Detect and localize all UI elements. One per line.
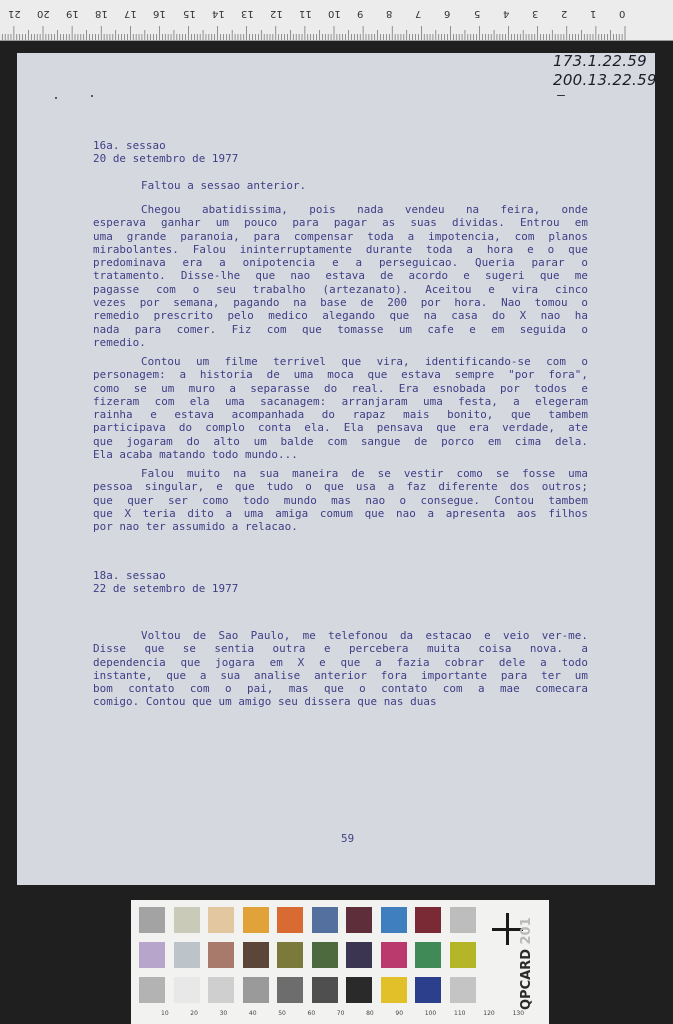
- session-18: [93, 569, 588, 596]
- color-patch: [381, 977, 407, 1003]
- handwritten-reference-1: 173.1.22.59: [553, 52, 647, 70]
- paragraph-line: bom contato com o pai, mas que o contato com a mae comecara: [93, 682, 588, 696]
- color-patch: [174, 942, 200, 968]
- paper-speck: [91, 95, 93, 97]
- ruler-number: 18: [95, 8, 108, 19]
- ruler-number: 20: [37, 8, 50, 19]
- paragraph-line: comigo. Contou que um amigo seu dissera que nas duas: [93, 695, 437, 709]
- paragraph-line: esperava ganhar um pouco para pagar as suas dividas. Entrou em: [93, 216, 588, 230]
- ruler-number: 9: [357, 8, 364, 19]
- scale-label: 10: [161, 1010, 169, 1017]
- scale-label: 70: [336, 1010, 345, 1017]
- paragraph-line: por nao ter assumido a relacao.: [93, 520, 298, 534]
- scale-label: 60: [307, 1010, 316, 1017]
- ruler-number: 8: [386, 8, 393, 19]
- ruler-number: 0: [619, 8, 626, 19]
- ruler-number: 7: [415, 8, 422, 19]
- paragraph-line: remedio.: [93, 335, 146, 349]
- paragraph-line: predominava era a onipotencia e a perseguicao. Queria parar o: [93, 256, 588, 270]
- scale-label: 90: [395, 1010, 404, 1017]
- pencil-tick: [557, 95, 565, 96]
- ruler-number: 2: [560, 8, 568, 19]
- ruler-number: 15: [182, 8, 196, 19]
- session-16: [93, 139, 588, 166]
- ruler-number: 12: [269, 8, 283, 19]
- ruler-number: 14: [211, 8, 225, 19]
- paragraph-line: Falou muito na sua maneira de se vestir como se fosse uma: [141, 467, 588, 480]
- color-patch: [415, 977, 441, 1003]
- scale-label: 20: [190, 1010, 198, 1017]
- paragraph-line: tratamento. Disse-lhe que nao estava de acordo e sugeri que me: [93, 269, 588, 283]
- ruler: [0, 0, 673, 41]
- color-patch: [450, 942, 476, 968]
- paragraph-voltou: [93, 629, 588, 709]
- scale-label: 40: [248, 1010, 257, 1017]
- paragraph-line: personagem: a historia de uma moca que estava sempre "por fora",: [93, 368, 588, 382]
- paragraph-line: Disse que se sentia outra e percebera muita coisa nova. a: [93, 642, 588, 656]
- scale-label: 50: [278, 1010, 286, 1017]
- handwritten-reference-2: 200.13.22.59: [553, 71, 657, 89]
- color-patch: [243, 977, 269, 1003]
- scale-label: 100: [424, 1010, 437, 1017]
- qpcard-logo: QPCARD 201: [519, 917, 534, 1010]
- ruler-number: 10: [328, 8, 341, 19]
- paragraph-line: instante, que a sua analise anterior fora importante para ter um: [93, 668, 588, 682]
- scale-label: 110: [454, 1010, 466, 1017]
- color-patch: [450, 977, 476, 1003]
- paragraph-line: Contou um filme terrivel que vira, identificando-se com o: [141, 355, 588, 368]
- color-patch: [346, 942, 372, 968]
- paragraph-line: nada para comer. Fiz com que tomasse um cafe e em seguida o: [93, 322, 588, 336]
- paragraph-line: remedio prescrito pelo medico alegando que na casa do X nao ha: [93, 309, 588, 323]
- paragraph-line: participava do complo conta ela. Ela pensava que era verdade, ate: [93, 421, 588, 435]
- ruler-number: 16: [153, 8, 167, 19]
- color-patch: [450, 907, 476, 933]
- paragraph-falou: [93, 467, 588, 533]
- paragraph-line: fizeram com ela uma sacanagem: arranjaram uma festa, a elegeram: [93, 394, 588, 408]
- color-patch: [208, 942, 234, 968]
- color-patch: [139, 977, 165, 1003]
- color-patch: [381, 907, 407, 933]
- paragraph-line: pagasse com o seu trabalho (artezanato). Aceitou e vira cinco: [93, 282, 588, 296]
- session-heading: 16a. sessao: [93, 139, 166, 152]
- paragraph-chegou: [93, 203, 588, 349]
- scale-label: 30: [219, 1010, 228, 1017]
- paragraph-line: vezes por semana, pagando na base de 200 por hora. Nao tomou o: [93, 296, 588, 310]
- color-patch: [243, 907, 269, 933]
- color-patch: [174, 977, 200, 1003]
- color-patch: [346, 977, 372, 1003]
- color-patch: [174, 907, 200, 933]
- color-patch: [277, 907, 303, 933]
- paragraph-missed: [141, 179, 588, 192]
- color-patch: [139, 907, 165, 933]
- ruler-number: 3: [531, 8, 539, 19]
- paragraph-line: como se um muro a separasse do real. Era esnobada por todos e: [93, 381, 588, 395]
- session-date: 20 de setembro de 1977: [93, 152, 239, 166]
- paragraph-line: Voltou de Sao Paulo, me telefonou da estacao e veio ver-me.: [141, 629, 588, 642]
- scale-label: 120: [483, 1010, 495, 1017]
- card-scale: [135, 1006, 535, 1022]
- scale-label: 130: [512, 1010, 525, 1017]
- paragraph-line: Faltou a sessao anterior.: [141, 179, 307, 192]
- paragraph-line: rainha e estava acompanhada do rapaz mais bonito, que tambem: [93, 408, 588, 422]
- ruler-number: 11: [298, 8, 312, 19]
- paragraph-line: Chegou abatidissima, pois nada vendeu na feira, onde: [141, 203, 588, 216]
- paragraph-line: que quer ser como todo mundo mas nao o consegue. Contou tambem: [93, 493, 588, 507]
- ruler-number: 19: [66, 8, 79, 19]
- paragraph-line: mirabolantes. Falou ininterruptamente durante toda a hora e o que: [93, 242, 588, 256]
- color-patch: [208, 907, 234, 933]
- color-patch: [415, 907, 441, 933]
- color-patch: [139, 942, 165, 968]
- ruler-number: 21: [7, 8, 21, 19]
- page-number: 59: [341, 832, 355, 845]
- ruler-number: 13: [240, 8, 254, 19]
- session-heading: 18a. sessao: [93, 569, 166, 582]
- color-patch: [277, 977, 303, 1003]
- ruler-ticks: [0, 0, 673, 40]
- ruler-number: 1: [589, 8, 597, 19]
- scale-label: 80: [366, 1010, 374, 1017]
- color-patch: [346, 907, 372, 933]
- paragraph-line: dependencia que jogara em X e que a fazia cobrar dele a todo: [93, 655, 588, 669]
- paragraph-line: pessoa singular, e que tudo o que usa a faz diferente dos outros;: [93, 480, 588, 494]
- paragraph-line: que jogaram do alto um balde com sangue de porco em cima dela.: [93, 434, 588, 448]
- color-patch: [312, 942, 338, 968]
- ruler-number: 4: [502, 8, 509, 19]
- color-patch: [243, 942, 269, 968]
- color-patch: [277, 942, 303, 968]
- session-date: 22 de setembro de 1977: [93, 582, 239, 596]
- paragraph-line: Ela acaba matando todo mundo...: [93, 448, 298, 462]
- paragraph-contou-filme: [93, 355, 588, 461]
- color-patch: [415, 942, 441, 968]
- color-patch: [312, 907, 338, 933]
- paragraph-line: uma grande paranoia, para compensar toda a impotencia, com planos: [93, 229, 588, 243]
- paper-speck: [55, 97, 57, 99]
- color-patch: [208, 977, 234, 1003]
- color-patch: [381, 942, 407, 968]
- ruler-number: 6: [444, 8, 451, 19]
- color-patch: [312, 977, 338, 1003]
- paragraph-line: que X teria dito a uma amiga comum que nao a apresenta aos filhos: [93, 506, 588, 520]
- ruler-number: 17: [124, 8, 138, 19]
- ruler-number: 5: [473, 8, 480, 19]
